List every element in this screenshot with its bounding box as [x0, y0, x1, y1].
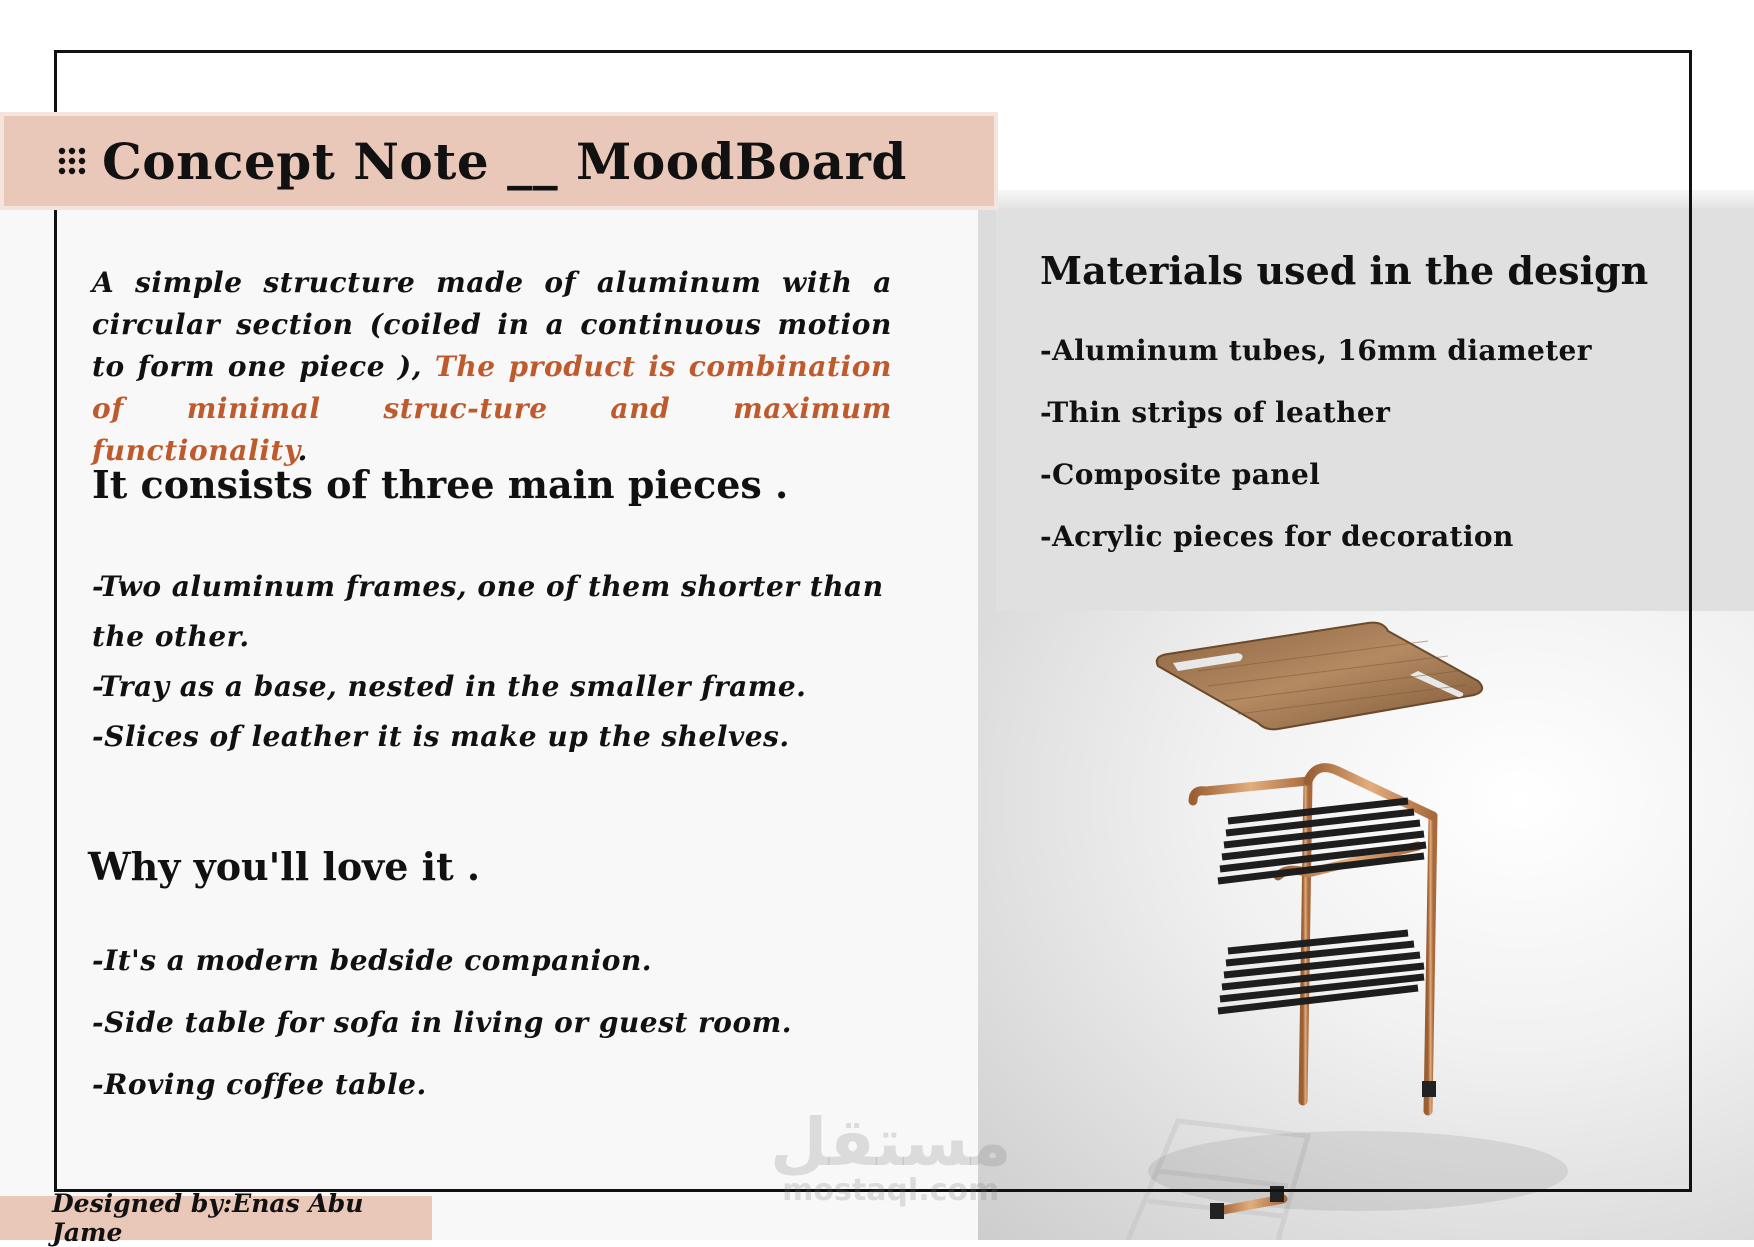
list-item: -Slices of leather it is make up the shelves. [92, 720, 790, 753]
list-item: -Aluminum tubes, 16mm diameter [1040, 334, 1592, 367]
credit-text: Designed by:Enas Abu Jame [52, 1189, 364, 1247]
table-shadow [1148, 1131, 1568, 1211]
watermark-arabic: مستقل [770, 1104, 1012, 1181]
list-item: -Roving coffee table. [92, 1068, 427, 1101]
page-title: Concept Note __ MoodBoard [102, 131, 907, 191]
intro-end: . [297, 434, 308, 467]
intro-paragraph [92, 262, 892, 472]
list-item: -Tray as a base, nested in the smaller frame. [92, 670, 807, 703]
list-item: -Side table for sofa in living or guest room. [92, 1006, 793, 1039]
love-heading: Why you'll love it . [88, 844, 481, 889]
side-table-illustration [978, 611, 1754, 1240]
leather-shelf-upper [1218, 801, 1426, 881]
intro-text: A simple structure made of aluminum with a circular section (coiled in a continuous motion to form one piece ), [92, 266, 892, 383]
materials-list [1040, 334, 1592, 582]
product-render [978, 611, 1754, 1240]
list-item: -Acrylic pieces for decoration [1040, 520, 1514, 553]
list-item: -Composite panel [1040, 458, 1321, 491]
wooden-tray [1157, 623, 1482, 730]
watermark [770, 1104, 1012, 1208]
grid-dots-icon [56, 145, 88, 177]
materials-heading: Materials used in the design [1040, 248, 1649, 293]
list-item: -Two aluminum frames, one of them shorter than the other. [92, 570, 884, 653]
pieces-list [76, 562, 896, 762]
love-list [76, 930, 896, 1116]
list-item: -Thin strips of leather [1040, 396, 1391, 429]
intro-highlight: The product is combination of minimal struc-ture and maximum functionality [92, 350, 892, 467]
pieces-heading: It consists of three main pieces . [92, 462, 789, 507]
list-item: -It's a modern bedside companion. [92, 944, 653, 977]
watermark-latin: mostaql.com [782, 1173, 1000, 1208]
title-bar [0, 112, 998, 210]
leather-shelf-lower [1218, 933, 1424, 1011]
designer-credit [0, 1189, 432, 1247]
